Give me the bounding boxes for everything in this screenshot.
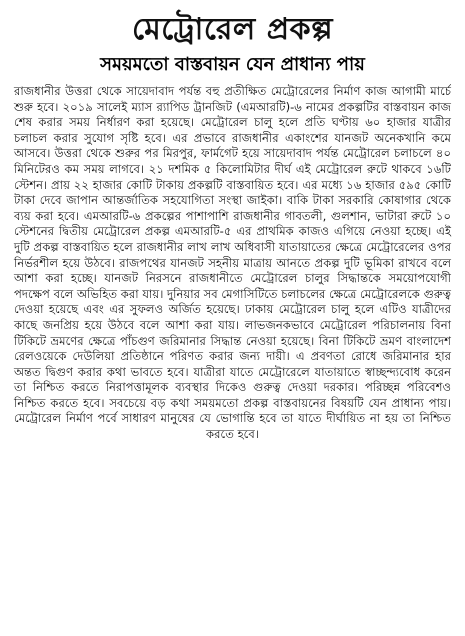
article-title: মেট্রোরেল প্রকল্প xyxy=(131,12,334,47)
article-subtitle: সময়মতো বাস্তবায়ন যেন প্রাধান্য পায় xyxy=(100,54,365,75)
article-body: রাজধানীর উত্তরা থেকে সায়েদাবাদ পর্যন্ত বহু প্রতীক্ষিত মেট্রোরেলের নির্মাণ কাজ আগামী মার্চে শুরু হবে। ২০১৯ সালেই ম্যাস র‍্যাপিড ট্রানজিট (এমআরটি)-৬ নামের প্রকল্পটির বাস্তবায়ন কাজ শেষ করার সময় নির্ধারণ করা হয়েছে। মেট্রোরেল চালু হলে প্রতি ঘণ্টায় ৬০ হাজার যাত্রীর চলাচল করার সুযোগ সৃষ্টি হবে। এর প্রভাবে রাজধানীর একাংশের যানজট অনেকখানি কমে আসবে। উত্তরা থেকে শুরুর পর মিরপুর, ফার্মগেট হয়ে সায়েদাবাদ পর্যন্ত মেট্রোরেল চলাচলে ৪০ মিনিটেরও কম সময় লাগবে। ২১ দশমিক ৫ কিলোমিটার দীর্ঘ এই মেট্রোরেল রুটে থাকবে ১৬টি স্টেশন। প্রায় ২২ হাজার কোটি টাকায় প্রকল্পটি বাস্তবায়িত হবে। এর মধ্যে ১৬ হাজার ৫৯৫ কোটি টাকা দেবে জাপান আন্তর্জাতিক সহযোগিতা সংস্থা জাইকা। বাকি টাকা সরকারি কোষাগার থেকে ব্যয় করা হবে। এমআরটি-৬ প্রকল্পের পাশাপাশি রাজধানীর গাবতলী, গুলশান, ভাটারা রুটে ১০ স্টেশনের দ্বিতীয় মেট্রোরেল প্রকল্প এমআরটি-৫ এর প্রাথমিক কাজও এগিয়ে নেওয়া হচ্ছে। এই দুটি প্রকল্প বাস্তবায়িত হলে রাজধানীর লাখ লাখ অধিবাসী যাতায়াতের ক্ষেত্রে মেট্রোরেলের ওপর নির্ভরশীল হয়ে উঠবে। রাজপথের যানজট সহনীয় মাত্রায় আনতে প্রকল্প দুটি ভূমিকা রাখবে বলে আশা করা হচ্ছে। যানজট নিরসনে রাজধানীতে মেট্রোরেল চালুর সিদ্ধান্তকে সময়োপযোগী পদক্ষেপ বলে অভিহিত করা যায়। দুনিয়ার সব মেগাসিটিতে চলাচলের ক্ষেত্রে মেট্রোরেলকে গুরুত্ব দেওয়া হয়েছে এবং এর সুফলও অর্জিত হয়েছে। ঢাকায় মেট্রোরেল চালু হলে এটিও যাত্রীদের কাছে জনপ্রিয় হয়ে উঠবে বলে আশা করা যায়। লাভজনকভাবে মেট্রোরেল পরিচালনায় বিনা টিকিটে ভ্রমণের ক্ষেত্রে পাঁচগুণ জরিমানার সিদ্ধান্ত নেওয়া হয়েছে। বিনা টিকিটে ভ্রমণ বাংলাদেশ রেলওয়েকে দেউলিয়া প্রতিষ্ঠানে পরিণত করার জন্য দায়ী। এ প্রবণতা রোধে জরিমানার হার অন্তত দ্বিগুণ করার কথা ভাবতে হবে। যাত্রীরা যাতে মেট্রোরেলে যাতায়াতে স্বাচ্ছন্দ্যবোধ করেন তা নিশ্চিত করতে নিরাপত্তামূলক ব্যবস্থার দিকেও গুরুত্ব দেওয়া দরকার। পরিচ্ছন্ন পরিবেশও নিশ্চিত করতে হবে। সবচেয়ে বড় কথা সময়মতো প্রকল্প বাস্তবায়নের বিষয়টি যেন প্রাধান্য পায়। মেট্রোরেল নির্মাণ পর্বে সাধারণ মানুষের যে ভোগান্তি হবে তা যাতে দীর্ঘায়িত না হয় তা নিশ্চিত করতে হবে। xyxy=(14,84,451,442)
